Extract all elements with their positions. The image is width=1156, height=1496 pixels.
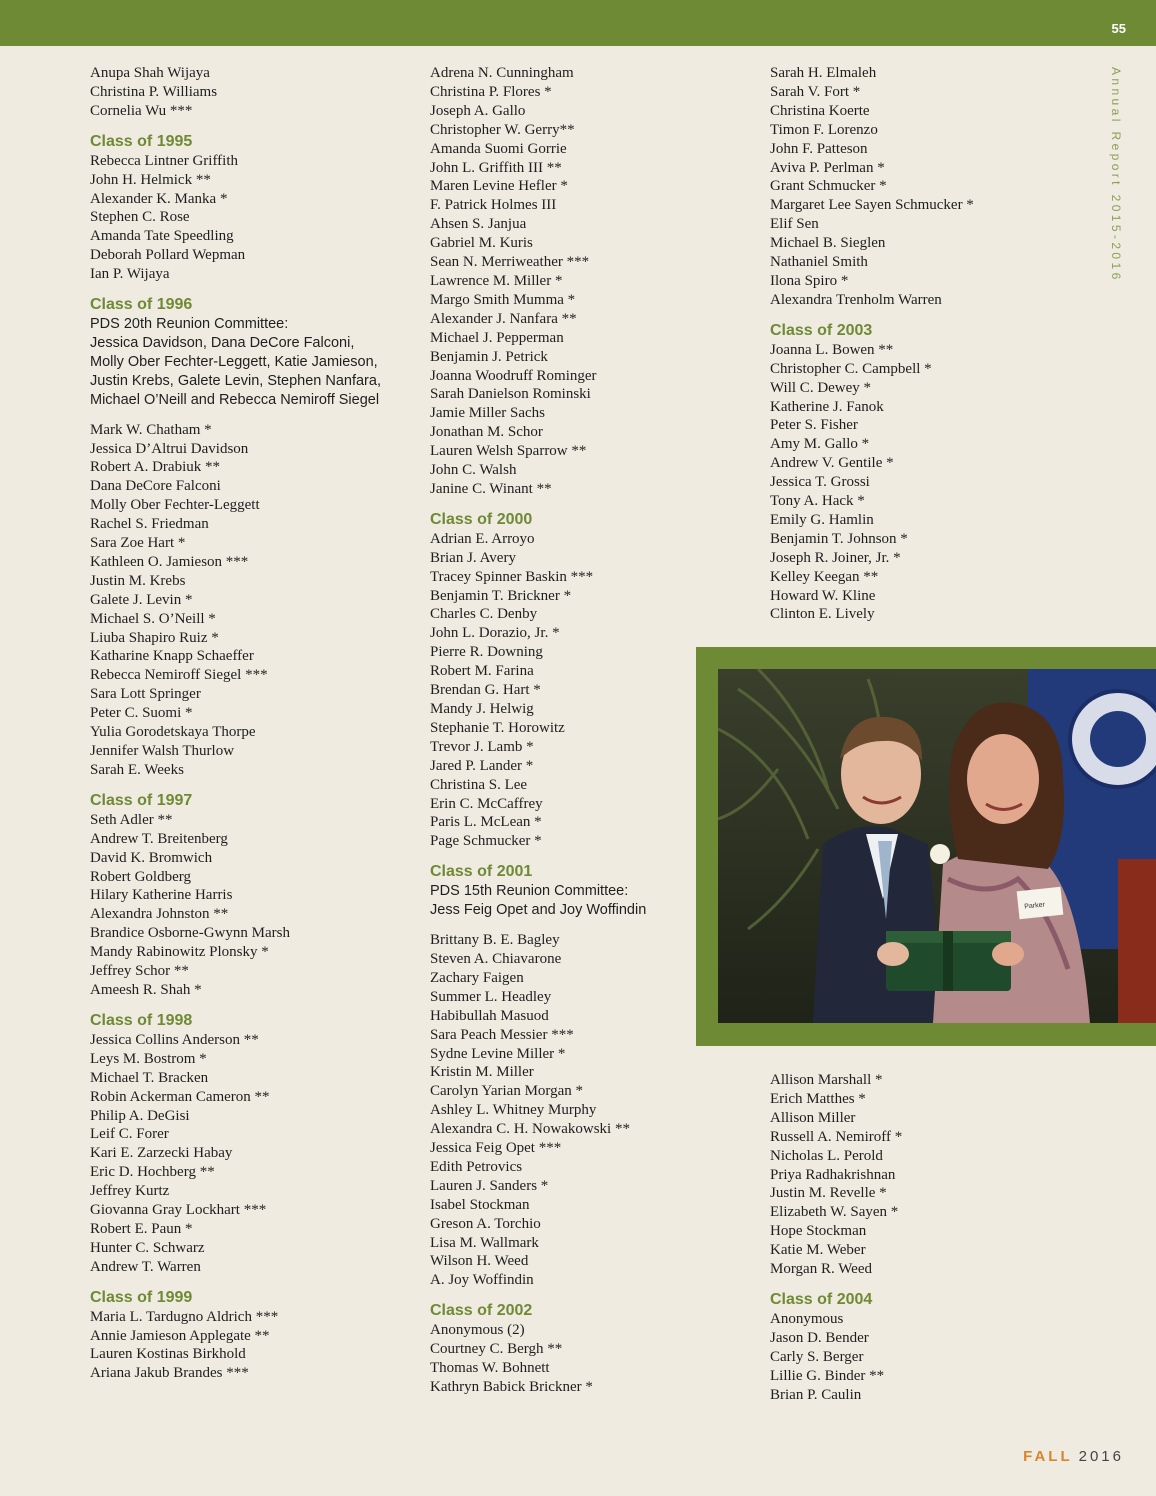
donor-name: Cornelia Wu *** <box>90 102 193 119</box>
donor-name: Kathryn Babick Brickner * <box>430 1379 593 1395</box>
donor-name: Mandy J. Helwig <box>430 701 534 717</box>
donor-name: Christina P. Flores * <box>430 83 552 100</box>
donor-name: Mark W. Chatham * <box>90 421 212 438</box>
donor-name: Alexander K. Manka * <box>90 190 228 207</box>
donor-column-1 <box>90 64 410 1383</box>
donor-name: Steven A. Chiavarone <box>430 950 562 967</box>
donor-name: Margaret Lee Sayen Schmucker * <box>770 197 974 214</box>
donor-name: Joanna L. Bowen ** <box>770 341 894 358</box>
photo-illustration <box>718 669 1156 1023</box>
donor-name: Pierre R. Downing <box>430 644 543 661</box>
donor-name: Ashley L. Whitney Murphy <box>430 1102 597 1119</box>
donor-name: Joseph R. Joiner, Jr. * <box>770 549 901 566</box>
donor-name: John H. Helmick ** <box>90 171 211 188</box>
donor-name: Sarah Danielson Rominski <box>430 386 591 403</box>
donor-name: Christina Koerte <box>770 102 870 119</box>
donor-name: Rebecca Nemiroff Siegel *** <box>90 667 268 684</box>
donor-name: Sarah E. Weeks <box>90 761 184 778</box>
donor-name: Justin M. Krebs <box>90 572 186 589</box>
event-photo <box>718 669 1156 1023</box>
donor-name: Leys M. Bostrom * <box>90 1050 207 1067</box>
donor-name: Zachary Faigen <box>430 969 524 986</box>
donor-name: Leif C. Forer <box>90 1126 169 1143</box>
class-year-heading: Class of 2003 <box>770 321 873 339</box>
note-line: PDS 15th Reunion Committee: <box>430 883 629 900</box>
donor-name: Erin C. McCaffrey <box>430 795 543 812</box>
donor-name: Brittany B. E. Bagley <box>430 932 560 949</box>
donor-name: Kristin M. Miller <box>430 1064 534 1081</box>
donor-name: Jeffrey Kurtz <box>90 1183 170 1200</box>
donor-name: Charles C. Denby <box>430 606 538 623</box>
donor-name: Anupa Shah Wijaya <box>90 65 210 81</box>
class-year-heading: Class of 1998 <box>90 1011 193 1029</box>
donor-name: Nathaniel Smith <box>770 254 868 271</box>
donor-name: Elif Sen <box>770 216 819 233</box>
donor-name: Michael J. Pepperman <box>430 329 564 346</box>
donor-name: Philip A. DeGisi <box>90 1107 190 1124</box>
donor-name: Ameesh R. Shah * <box>90 981 202 998</box>
donor-name: Christopher W. Gerry** <box>430 121 575 138</box>
donor-name: Jennifer Walsh Thurlow <box>90 743 235 759</box>
donor-name: Sean N. Merriweather *** <box>430 254 590 271</box>
donor-name: Brandice Osborne-Gwynn Marsh <box>90 925 290 942</box>
donor-name: Christina S. Lee <box>430 776 528 793</box>
donor-name: Katherine J. Fanok <box>770 398 884 415</box>
donor-name: Jessica Feig Opet *** <box>430 1140 562 1157</box>
donor-name: Ilona Spiro * <box>770 272 849 289</box>
donor-name: Carolyn Yarian Morgan * <box>430 1083 584 1100</box>
donor-name: Sarah V. Fort * <box>770 83 861 100</box>
donor-name: Ian P. Wijaya <box>90 266 170 283</box>
donor-name: Trevor J. Lamb * <box>430 738 534 755</box>
donor-name: Robert A. Drabiuk ** <box>90 459 220 476</box>
donor-name: Clinton E. Lively <box>770 606 875 623</box>
donor-name: Emily G. Hamlin <box>770 511 874 528</box>
donor-name: Priya Radhakrishnan <box>770 1166 896 1183</box>
class-year-heading: Class of 2000 <box>430 510 533 528</box>
issue-footer <box>1023 1448 1124 1465</box>
donor-name: Hilary Katherine Harris <box>90 887 233 904</box>
donor-name: Galete J. Levin * <box>90 591 193 608</box>
donor-name: Alexandra Trenholm Warren <box>770 291 942 308</box>
donor-name: Tracey Spinner Baskin *** <box>430 568 594 585</box>
donor-name: F. Patrick Holmes III <box>430 197 557 214</box>
donor-name: Kari E. Zarzecki Habay <box>90 1145 233 1162</box>
donor-name: Hope Stockman <box>770 1223 867 1240</box>
donor-name: Ahsen S. Janjua <box>430 216 527 233</box>
donor-name: Wilson H. Weed <box>430 1253 529 1270</box>
donor-name: Edith Petrovics <box>430 1158 523 1175</box>
donor-name: Stephanie T. Horowitz <box>430 719 565 736</box>
donor-name: Timon F. Lorenzo <box>770 121 878 138</box>
note-line: Jessica Davidson, Dana DeCore Falconi, <box>90 334 355 351</box>
donor-name: Jessica T. Grossi <box>770 474 870 491</box>
donor-name: Alexandra Johnston ** <box>90 906 229 923</box>
name-badge: Parker <box>1023 901 1046 911</box>
donor-name: Kelley Keegan ** <box>770 568 879 585</box>
note-line: Michael O’Neill and Rebecca Nemiroff Siegel <box>90 391 380 408</box>
donor-name: Michael S. O’Neill * <box>90 610 216 627</box>
donor-name: Rachel S. Friedman <box>90 516 209 533</box>
donor-name: Anonymous <box>770 1310 844 1327</box>
donor-column-3-continued <box>770 1071 1090 1405</box>
donor-name: Andrew V. Gentile * <box>770 455 894 472</box>
donor-name: Jared P. Lander * <box>430 757 534 774</box>
donor-name: Adrian E. Arroyo <box>430 530 535 547</box>
donor-name: Summer L. Headley <box>430 988 552 1005</box>
donor-name: Sydne Levine Miller * <box>430 1045 566 1062</box>
donor-name: Paris L. McLean * <box>430 814 542 831</box>
donor-name: Christina P. Williams <box>90 83 218 100</box>
donor-name: Jason D. Bender <box>770 1329 869 1346</box>
donor-name: Stephen C. Rose <box>90 209 190 226</box>
donor-name: Page Schmucker * <box>430 833 542 850</box>
donor-name: Sara Peach Messier *** <box>430 1026 574 1043</box>
donor-name: Jessica Collins Anderson ** <box>90 1031 259 1048</box>
donor-name: Janine C. Winant ** <box>430 480 552 497</box>
donor-name: Lauren Welsh Sparrow ** <box>430 443 587 460</box>
donor-name: Sara Lott Springer <box>90 686 201 703</box>
note-line: Molly Ober Fechter-Leggett, Katie Jamieson, <box>90 353 378 370</box>
donor-name: Will C. Dewey * <box>770 379 872 396</box>
donor-name: Robert Goldberg <box>90 868 191 885</box>
note-line: Jess Feig Opet and Joy Woffindin <box>430 902 647 919</box>
donor-name: Jessica D’Altrui Davidson <box>90 440 249 457</box>
donor-name: Sarah H. Elmaleh <box>770 65 877 81</box>
donor-name: Giovanna Gray Lockhart *** <box>90 1202 267 1219</box>
class-year-heading: Class of 2001 <box>430 863 533 881</box>
donor-name: David K. Bromwich <box>90 849 213 866</box>
donor-name: Justin M. Revelle * <box>770 1185 887 1202</box>
note-line: Justin Krebs, Galete Levin, Stephen Nanfara, <box>90 372 381 389</box>
note-line: PDS 20th Reunion Committee: <box>90 316 289 333</box>
donor-name: Christopher C. Campbell * <box>770 360 932 377</box>
photo-frame <box>696 647 1156 1046</box>
donor-name: Robin Ackerman Cameron ** <box>90 1088 270 1105</box>
donor-name: Amanda Tate Speedling <box>90 228 234 245</box>
donor-name: Amanda Suomi Gorrie <box>430 140 567 157</box>
donor-name: Sara Zoe Hart * <box>90 535 186 552</box>
donor-name: Jeffrey Schor ** <box>90 963 189 980</box>
donor-name: Habibullah Masuod <box>430 1007 549 1024</box>
donor-name: Elizabeth W. Sayen * <box>770 1204 899 1221</box>
donor-name: Benjamin T. Brickner * <box>430 587 572 604</box>
donor-name: Alexandra C. H. Nowakowski ** <box>430 1121 630 1138</box>
donor-name: Robert E. Paun * <box>90 1220 193 1237</box>
donor-name: Deborah Pollard Wepman <box>90 247 246 264</box>
donor-name: Morgan R. Weed <box>770 1261 872 1278</box>
donor-name: Kathleen O. Jamieson *** <box>90 553 249 570</box>
donor-name: Peter S. Fisher <box>770 417 858 434</box>
donor-name: Tony A. Hack * <box>770 493 865 510</box>
donor-name: Isabel Stockman <box>430 1196 530 1213</box>
donor-name: Katie M. Weber <box>770 1242 866 1259</box>
donor-name: Thomas W. Bohnett <box>430 1360 550 1377</box>
donor-name: Adrena N. Cunningham <box>430 65 574 81</box>
donor-name: Mandy Rabinowitz Plonsky * <box>90 944 269 961</box>
donor-name: Greson A. Torchio <box>430 1215 541 1232</box>
donor-name: Nicholas L. Perold <box>770 1147 883 1164</box>
donor-name: Andrew T. Breitenberg <box>90 830 228 847</box>
donor-name: Amy M. Gallo * <box>770 436 870 453</box>
donor-name: Lillie G. Binder ** <box>770 1367 885 1384</box>
donor-name: Brian P. Caulin <box>770 1386 862 1403</box>
donor-name: A. Joy Woffindin <box>430 1272 534 1289</box>
donor-name: Alexander J. Nanfara ** <box>430 310 577 327</box>
header-bar <box>0 0 1156 46</box>
donor-name: John C. Walsh <box>430 462 517 479</box>
donor-column-3 <box>770 64 1090 624</box>
donor-name: Hunter C. Schwarz <box>90 1239 205 1256</box>
donor-name: Jamie Miller Sachs <box>430 405 545 422</box>
donor-name: John L. Griffith III ** <box>430 159 562 176</box>
donor-name: Andrew T. Warren <box>90 1258 201 1275</box>
donor-name: Lisa M. Wallmark <box>430 1234 539 1251</box>
donor-name: Michael T. Bracken <box>90 1069 209 1086</box>
class-year-heading: Class of 1995 <box>90 132 193 150</box>
donor-name: Yulia Gorodetskaya Thorpe <box>90 724 256 741</box>
donor-name: Howard W. Kline <box>770 587 876 604</box>
donor-name: Margo Smith Mumma * <box>430 291 576 308</box>
donor-name: Peter C. Suomi * <box>90 705 193 722</box>
donor-name: Benjamin T. Johnson * <box>770 530 908 547</box>
donor-name: Grant Schmucker * <box>770 178 887 195</box>
donor-name: Allison Marshall * <box>770 1072 883 1088</box>
donor-name: Aviva P. Perlman * <box>770 159 885 176</box>
donor-name: Ariana Jakub Brandes *** <box>90 1365 249 1382</box>
donor-name: Rebecca Lintner Griffith <box>90 152 238 169</box>
donor-name: Lawrence M. Miller * <box>430 272 563 289</box>
footer-year: 2016 <box>1078 1448 1124 1465</box>
class-year-heading: Class of 1999 <box>90 1288 193 1306</box>
donor-name: Erich Matthes * <box>770 1090 866 1107</box>
donor-name: Liuba Shapiro Ruiz * <box>90 629 219 646</box>
donor-name: Carly S. Berger <box>770 1348 864 1365</box>
class-year-heading: Class of 2004 <box>770 1290 873 1308</box>
donor-name: Jonathan M. Schor <box>430 424 543 441</box>
donor-name: Joseph A. Gallo <box>430 102 526 119</box>
donor-name: Annie Jamieson Applegate ** <box>90 1327 270 1344</box>
donor-name: Molly Ober Fechter-Leggett <box>90 497 260 514</box>
donor-name: Brendan G. Hart * <box>430 682 541 699</box>
donor-name: Courtney C. Bergh ** <box>430 1341 563 1358</box>
donor-name: Brian J. Avery <box>430 549 516 566</box>
donor-name: Eric D. Hochberg ** <box>90 1164 215 1181</box>
page-number: 55 <box>1111 21 1126 36</box>
donor-name: John L. Dorazio, Jr. * <box>430 625 560 642</box>
donor-name: Gabriel M. Kuris <box>430 235 533 252</box>
class-year-heading: Class of 1997 <box>90 791 193 809</box>
donor-name: Anonymous (2) <box>430 1322 525 1339</box>
donor-name: Lauren Kostinas Birkhold <box>90 1346 246 1363</box>
donor-name: Robert M. Farina <box>430 663 534 680</box>
class-year-heading: Class of 1996 <box>90 296 193 314</box>
donor-name: Lauren J. Sanders * <box>430 1177 549 1194</box>
donor-name: Seth Adler ** <box>90 811 173 828</box>
donor-name: Joanna Woodruff Rominger <box>430 367 597 384</box>
donor-name: Dana DeCore Falconi <box>90 478 221 495</box>
class-year-heading: Class of 2002 <box>430 1302 533 1320</box>
donor-name: Allison Miller <box>770 1109 856 1126</box>
donor-name: John F. Patteson <box>770 140 868 157</box>
reunion-committee-note <box>90 315 410 410</box>
annual-report-sidebar-title: Annual Report 2015-2016 <box>1109 67 1123 283</box>
donor-name: Benjamin J. Petrick <box>430 348 548 365</box>
donor-name: Katharine Knapp Schaeffer <box>90 648 254 665</box>
donor-name: Russell A. Nemiroff * <box>770 1128 903 1145</box>
donor-name: Michael B. Sieglen <box>770 235 886 252</box>
donor-name: Maren Levine Hefler * <box>430 178 568 195</box>
footer-season: FALL <box>1023 1448 1073 1465</box>
donor-name: Maria L. Tardugno Aldrich *** <box>90 1308 279 1325</box>
